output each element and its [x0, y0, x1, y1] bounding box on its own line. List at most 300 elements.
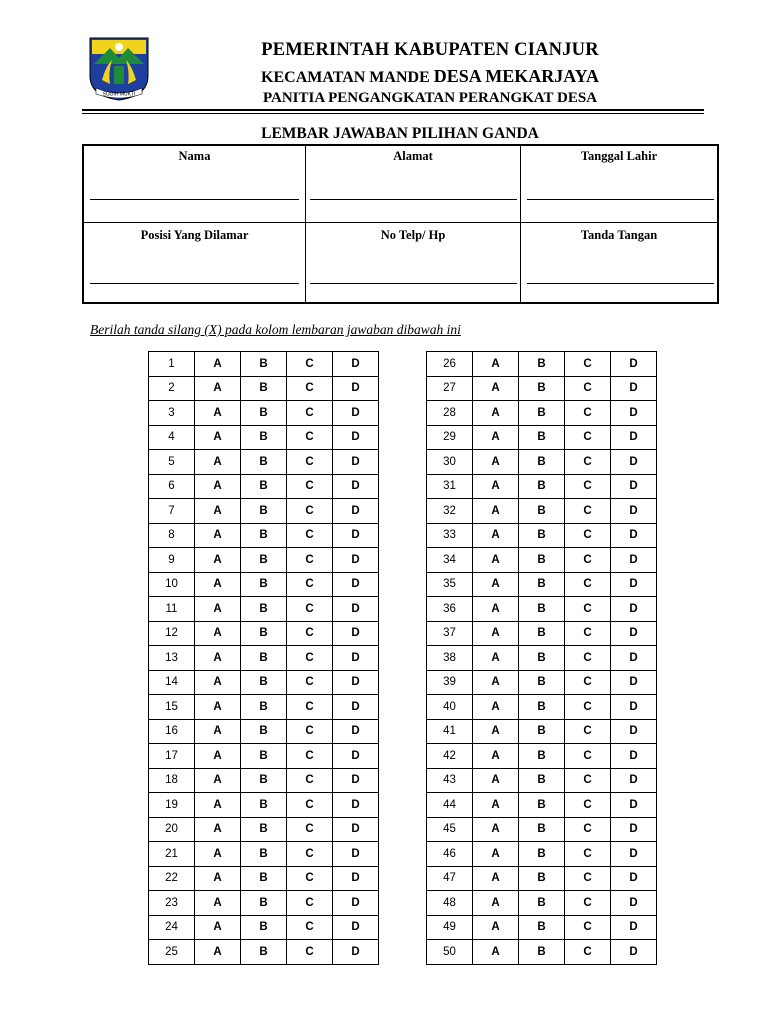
question-number: 11 [149, 597, 195, 622]
answer-option-b[interactable]: B [241, 499, 287, 524]
no-telp-field[interactable] [310, 283, 517, 284]
answer-option-c[interactable]: C [287, 915, 333, 940]
answer-row [149, 425, 379, 450]
answer-option-b[interactable]: B [241, 621, 287, 646]
question-number: 45 [427, 817, 473, 842]
answer-option-b[interactable]: B [519, 842, 565, 867]
answer-option-b[interactable]: B [241, 793, 287, 818]
answer-option-c[interactable]: C [565, 621, 611, 646]
answer-option-c[interactable]: C [565, 842, 611, 867]
header-committee: PANITIA PENGANGKATAN PERANGKAT DESA [262, 90, 598, 106]
answer-option-a[interactable]: A [195, 376, 241, 401]
answer-option-a[interactable]: A [473, 670, 519, 695]
answer-option-d[interactable]: D [611, 646, 657, 671]
answer-option-c[interactable]: C [287, 621, 333, 646]
answer-option-b[interactable]: B [241, 474, 287, 499]
answer-option-a[interactable]: A [195, 842, 241, 867]
answer-option-b[interactable]: B [241, 352, 287, 377]
answer-option-b[interactable]: B [241, 425, 287, 450]
answer-option-d[interactable]: D [333, 548, 379, 573]
header-government-name: PEMERINTAH KABUPATEN CIANJUR [261, 40, 599, 60]
answer-option-d[interactable]: D [333, 523, 379, 548]
answer-option-b[interactable]: B [519, 940, 565, 965]
answer-option-b[interactable]: B [241, 719, 287, 744]
answer-option-b[interactable]: B [241, 915, 287, 940]
answer-option-a[interactable]: A [195, 940, 241, 965]
answer-option-a[interactable]: A [473, 793, 519, 818]
answer-option-b[interactable]: B [241, 940, 287, 965]
answer-option-c[interactable]: C [287, 744, 333, 769]
answer-option-d[interactable]: D [333, 793, 379, 818]
answer-option-c[interactable]: C [287, 548, 333, 573]
applicant-info-box [82, 144, 719, 304]
answer-option-a[interactable]: A [195, 523, 241, 548]
answer-option-d[interactable]: D [333, 670, 379, 695]
logo-motto-text: SUGIH MUKTI [102, 91, 136, 98]
answer-option-b[interactable]: B [519, 719, 565, 744]
question-number: 15 [149, 695, 195, 720]
answer-option-c[interactable]: C [287, 842, 333, 867]
answer-option-c[interactable]: C [565, 817, 611, 842]
nama-field[interactable] [90, 199, 299, 200]
answer-option-b[interactable]: B [519, 768, 565, 793]
answer-option-b[interactable]: B [519, 548, 565, 573]
answer-option-c[interactable]: C [565, 744, 611, 769]
answer-option-d[interactable]: D [333, 499, 379, 524]
answer-option-b[interactable]: B [519, 744, 565, 769]
answer-option-d[interactable]: D [611, 915, 657, 940]
question-number: 8 [149, 523, 195, 548]
answer-option-a[interactable]: A [473, 474, 519, 499]
answer-row [149, 450, 379, 475]
answer-option-c[interactable]: C [565, 866, 611, 891]
question-number: 2 [149, 376, 195, 401]
answer-option-d[interactable]: D [333, 719, 379, 744]
answer-option-a[interactable]: A [195, 793, 241, 818]
header-district-village [140, 66, 720, 87]
answer-option-c[interactable]: C [565, 915, 611, 940]
answer-row [149, 744, 379, 769]
answer-row [427, 352, 657, 377]
answer-option-a[interactable]: A [473, 376, 519, 401]
label-posisi: Posisi Yang Dilamar [140, 228, 249, 242]
answer-row [427, 695, 657, 720]
answer-option-a[interactable]: A [195, 474, 241, 499]
answer-option-a[interactable]: A [195, 646, 241, 671]
question-number: 50 [427, 940, 473, 965]
answer-option-b[interactable]: B [519, 866, 565, 891]
answer-option-a[interactable]: A [195, 597, 241, 622]
tanda-tangan-field[interactable] [527, 283, 714, 284]
answer-option-d[interactable]: D [611, 523, 657, 548]
answer-option-c[interactable]: C [287, 572, 333, 597]
answer-option-b[interactable]: B [241, 597, 287, 622]
answer-row [427, 891, 657, 916]
answer-row [149, 646, 379, 671]
question-number: 22 [149, 866, 195, 891]
answer-option-d[interactable]: D [333, 695, 379, 720]
answer-row [427, 744, 657, 769]
answer-option-b[interactable]: B [519, 401, 565, 426]
answer-option-a[interactable]: A [195, 548, 241, 573]
answer-row [427, 376, 657, 401]
answer-option-d[interactable]: D [611, 425, 657, 450]
alamat-field[interactable] [310, 199, 517, 200]
question-number: 39 [427, 670, 473, 695]
answer-option-b[interactable]: B [241, 572, 287, 597]
answer-option-c[interactable]: C [565, 376, 611, 401]
answer-option-d[interactable]: D [333, 425, 379, 450]
answer-option-b[interactable]: B [519, 793, 565, 818]
answer-option-d[interactable]: D [611, 670, 657, 695]
answer-option-b[interactable]: B [519, 817, 565, 842]
answer-option-a[interactable]: A [473, 425, 519, 450]
question-number: 34 [427, 548, 473, 573]
answer-option-c[interactable]: C [287, 891, 333, 916]
answer-row [149, 499, 379, 524]
answer-row [427, 646, 657, 671]
answer-option-b[interactable]: B [241, 744, 287, 769]
answer-option-d[interactable]: D [333, 891, 379, 916]
answer-option-b[interactable]: B [519, 646, 565, 671]
answer-grid-right [426, 351, 657, 965]
answer-option-d[interactable]: D [611, 499, 657, 524]
answer-option-b[interactable]: B [241, 670, 287, 695]
answer-option-d[interactable]: D [333, 450, 379, 475]
form-title: LEMBAR JAWABAN PILIHAN GANDA [261, 125, 539, 142]
answer-option-a[interactable]: A [195, 768, 241, 793]
answer-option-c[interactable]: C [287, 695, 333, 720]
answer-option-a[interactable]: A [473, 940, 519, 965]
answer-option-d[interactable]: D [611, 450, 657, 475]
answer-row [427, 401, 657, 426]
answer-option-a[interactable]: A [473, 768, 519, 793]
answer-row [427, 548, 657, 573]
answer-option-a[interactable]: A [473, 401, 519, 426]
answer-option-a[interactable]: A [195, 817, 241, 842]
answer-option-d[interactable]: D [333, 817, 379, 842]
answer-option-d[interactable]: D [333, 866, 379, 891]
question-number: 38 [427, 646, 473, 671]
answer-option-c[interactable]: C [565, 646, 611, 671]
answer-option-d[interactable]: D [333, 621, 379, 646]
answer-option-b[interactable]: B [241, 866, 287, 891]
answer-option-b[interactable]: B [241, 548, 287, 573]
answer-option-c[interactable]: C [287, 940, 333, 965]
answer-option-a[interactable]: A [195, 450, 241, 475]
answer-row [149, 915, 379, 940]
answer-option-c[interactable]: C [565, 499, 611, 524]
header-village: DESA MEKARJAYA [433, 66, 599, 86]
answer-option-b[interactable]: B [519, 523, 565, 548]
question-number: 30 [427, 450, 473, 475]
answer-option-d[interactable]: D [333, 768, 379, 793]
question-number: 33 [427, 523, 473, 548]
answer-option-c[interactable]: C [287, 597, 333, 622]
answer-row [427, 572, 657, 597]
answer-option-c[interactable]: C [287, 793, 333, 818]
question-number: 18 [149, 768, 195, 793]
answer-option-c[interactable]: C [565, 352, 611, 377]
answer-option-b[interactable]: B [519, 597, 565, 622]
answer-option-b[interactable]: B [519, 450, 565, 475]
answer-option-a[interactable]: A [195, 744, 241, 769]
question-number: 44 [427, 793, 473, 818]
question-number: 4 [149, 425, 195, 450]
question-number: 40 [427, 695, 473, 720]
answer-option-a[interactable]: A [473, 450, 519, 475]
answer-option-a[interactable]: A [195, 866, 241, 891]
answer-option-b[interactable]: B [519, 621, 565, 646]
answer-option-a[interactable]: A [473, 695, 519, 720]
answer-option-a[interactable]: A [195, 352, 241, 377]
answer-option-c[interactable]: C [565, 597, 611, 622]
question-number: 26 [427, 352, 473, 377]
answer-option-a[interactable]: A [473, 621, 519, 646]
answer-option-b[interactable]: B [241, 891, 287, 916]
question-number: 24 [149, 915, 195, 940]
label-tanda-tangan: Tanda Tangan [580, 228, 658, 242]
answer-row [427, 915, 657, 940]
answer-row [427, 768, 657, 793]
question-number: 16 [149, 719, 195, 744]
answer-option-b[interactable]: B [519, 670, 565, 695]
question-number: 29 [427, 425, 473, 450]
answer-option-c[interactable]: C [287, 474, 333, 499]
question-number: 20 [149, 817, 195, 842]
answer-option-c[interactable]: C [287, 401, 333, 426]
answer-option-d[interactable]: D [611, 842, 657, 867]
question-number: 42 [427, 744, 473, 769]
answer-option-a[interactable]: A [473, 572, 519, 597]
answer-option-c[interactable]: C [565, 474, 611, 499]
answer-option-a[interactable]: A [473, 719, 519, 744]
answer-option-b[interactable]: B [519, 915, 565, 940]
question-number: 41 [427, 719, 473, 744]
answer-option-b[interactable]: B [519, 352, 565, 377]
answer-row [427, 621, 657, 646]
answer-option-d[interactable]: D [333, 842, 379, 867]
answer-option-c[interactable]: C [565, 523, 611, 548]
answer-row [149, 891, 379, 916]
answer-option-a[interactable]: A [195, 572, 241, 597]
answer-option-b[interactable]: B [241, 842, 287, 867]
answer-option-c[interactable]: C [565, 793, 611, 818]
answer-option-d[interactable]: D [333, 597, 379, 622]
answer-row [427, 523, 657, 548]
answer-option-a[interactable]: A [473, 817, 519, 842]
answer-option-a[interactable]: A [195, 499, 241, 524]
answer-option-a[interactable]: A [195, 401, 241, 426]
answer-option-c[interactable]: C [287, 768, 333, 793]
answer-option-c[interactable]: C [287, 523, 333, 548]
answer-option-a[interactable]: A [473, 842, 519, 867]
answer-option-a[interactable]: A [473, 915, 519, 940]
answer-option-d[interactable]: D [333, 744, 379, 769]
answer-option-d[interactable]: D [611, 401, 657, 426]
header-divider-thick [82, 109, 704, 111]
answer-option-c[interactable]: C [565, 891, 611, 916]
answer-option-a[interactable]: A [473, 866, 519, 891]
answer-option-c[interactable]: C [565, 695, 611, 720]
answer-option-c[interactable]: C [287, 450, 333, 475]
answer-option-a[interactable]: A [195, 891, 241, 916]
answer-option-a[interactable]: A [473, 548, 519, 573]
answer-option-d[interactable]: D [611, 866, 657, 891]
answer-row [149, 352, 379, 377]
answer-option-b[interactable]: B [519, 499, 565, 524]
form-divider [84, 222, 717, 223]
answer-option-d[interactable]: D [611, 352, 657, 377]
answer-option-c[interactable]: C [287, 719, 333, 744]
question-number: 12 [149, 621, 195, 646]
answer-option-b[interactable]: B [519, 891, 565, 916]
answer-row [149, 474, 379, 499]
answer-option-d[interactable]: D [611, 376, 657, 401]
answer-option-d[interactable]: D [333, 940, 379, 965]
question-number: 36 [427, 597, 473, 622]
answer-option-d[interactable]: D [333, 352, 379, 377]
answer-option-b[interactable]: B [519, 425, 565, 450]
tanggal-lahir-field[interactable] [527, 199, 714, 200]
answer-option-b[interactable]: B [241, 401, 287, 426]
answer-row [149, 401, 379, 426]
question-number: 37 [427, 621, 473, 646]
question-number: 28 [427, 401, 473, 426]
answer-option-d[interactable]: D [611, 548, 657, 573]
answer-option-d[interactable]: D [333, 915, 379, 940]
answer-option-c[interactable]: C [565, 548, 611, 573]
answer-option-b[interactable]: B [519, 695, 565, 720]
answer-row [149, 866, 379, 891]
answer-option-d[interactable]: D [611, 793, 657, 818]
answer-option-d[interactable]: D [611, 597, 657, 622]
question-number: 6 [149, 474, 195, 499]
answer-row [149, 842, 379, 867]
question-number: 48 [427, 891, 473, 916]
answer-option-c[interactable]: C [287, 352, 333, 377]
answer-option-b[interactable]: B [241, 695, 287, 720]
answer-option-a[interactable]: A [473, 597, 519, 622]
question-number: 10 [149, 572, 195, 597]
answer-option-c[interactable]: C [565, 425, 611, 450]
answer-grid-left [148, 351, 379, 965]
answer-option-c[interactable]: C [565, 572, 611, 597]
answer-option-d[interactable]: D [333, 401, 379, 426]
answer-option-b[interactable]: B [241, 523, 287, 548]
answer-option-c[interactable]: C [287, 376, 333, 401]
question-number: 47 [427, 866, 473, 891]
answer-row [427, 719, 657, 744]
answer-option-c[interactable]: C [565, 768, 611, 793]
answer-option-d[interactable]: D [611, 474, 657, 499]
answer-option-d[interactable]: D [611, 621, 657, 646]
answer-option-a[interactable]: A [473, 352, 519, 377]
answer-option-d[interactable]: D [611, 940, 657, 965]
answer-option-d[interactable]: D [333, 376, 379, 401]
answer-option-a[interactable]: A [195, 915, 241, 940]
question-number: 5 [149, 450, 195, 475]
answer-option-c[interactable]: C [287, 646, 333, 671]
answer-option-a[interactable]: A [473, 499, 519, 524]
answer-option-c[interactable]: C [287, 670, 333, 695]
posisi-field[interactable] [90, 283, 299, 284]
answer-row [149, 376, 379, 401]
answer-option-c[interactable]: C [565, 719, 611, 744]
answer-option-a[interactable]: A [195, 719, 241, 744]
answer-option-a[interactable]: A [473, 646, 519, 671]
answer-option-b[interactable]: B [241, 450, 287, 475]
header-divider-thin [82, 113, 704, 114]
question-number: 32 [427, 499, 473, 524]
answer-row [427, 597, 657, 622]
answer-option-d[interactable]: D [333, 474, 379, 499]
answer-option-a[interactable]: A [473, 744, 519, 769]
answer-option-c[interactable]: C [287, 817, 333, 842]
answer-option-a[interactable]: A [195, 670, 241, 695]
form-divider [520, 146, 521, 302]
answer-row [149, 940, 379, 965]
question-number: 23 [149, 891, 195, 916]
answer-option-b[interactable]: B [241, 646, 287, 671]
answer-option-a[interactable]: A [195, 425, 241, 450]
answer-option-a[interactable]: A [473, 891, 519, 916]
answer-row [149, 621, 379, 646]
answer-option-d[interactable]: D [611, 695, 657, 720]
answer-option-b[interactable]: B [519, 376, 565, 401]
answer-option-d[interactable]: D [611, 572, 657, 597]
answer-option-c[interactable]: C [565, 401, 611, 426]
answer-option-a[interactable]: A [195, 695, 241, 720]
answer-option-c[interactable]: C [287, 425, 333, 450]
question-number: 7 [149, 499, 195, 524]
question-number: 27 [427, 376, 473, 401]
answer-row [427, 866, 657, 891]
instruction-text: Berilah tanda silang (X) pada kolom lembaran jawaban dibawah ini [90, 322, 461, 337]
answer-row [427, 842, 657, 867]
answer-option-c[interactable]: C [565, 670, 611, 695]
question-number: 3 [149, 401, 195, 426]
answer-option-d[interactable]: D [611, 891, 657, 916]
question-number: 46 [427, 842, 473, 867]
question-number: 31 [427, 474, 473, 499]
answer-option-c[interactable]: C [287, 499, 333, 524]
answer-option-d[interactable]: D [333, 646, 379, 671]
answer-option-c[interactable]: C [565, 450, 611, 475]
answer-option-b[interactable]: B [241, 376, 287, 401]
answer-option-b[interactable]: B [519, 572, 565, 597]
answer-option-a[interactable]: A [195, 621, 241, 646]
answer-option-d[interactable]: D [611, 719, 657, 744]
answer-option-a[interactable]: A [473, 523, 519, 548]
question-number: 25 [149, 940, 195, 965]
answer-option-b[interactable]: B [519, 474, 565, 499]
answer-row [149, 572, 379, 597]
answer-option-d[interactable]: D [333, 572, 379, 597]
answer-option-c[interactable]: C [287, 866, 333, 891]
answer-option-c[interactable]: C [565, 940, 611, 965]
answer-option-d[interactable]: D [611, 817, 657, 842]
answer-row [149, 523, 379, 548]
label-tanggal-lahir: Tanggal Lahir [580, 149, 658, 163]
answer-option-b[interactable]: B [241, 817, 287, 842]
answer-row [149, 597, 379, 622]
question-number: 35 [427, 572, 473, 597]
answer-row [427, 940, 657, 965]
answer-option-d[interactable]: D [611, 768, 657, 793]
answer-option-b[interactable]: B [241, 768, 287, 793]
answer-option-d[interactable]: D [611, 744, 657, 769]
